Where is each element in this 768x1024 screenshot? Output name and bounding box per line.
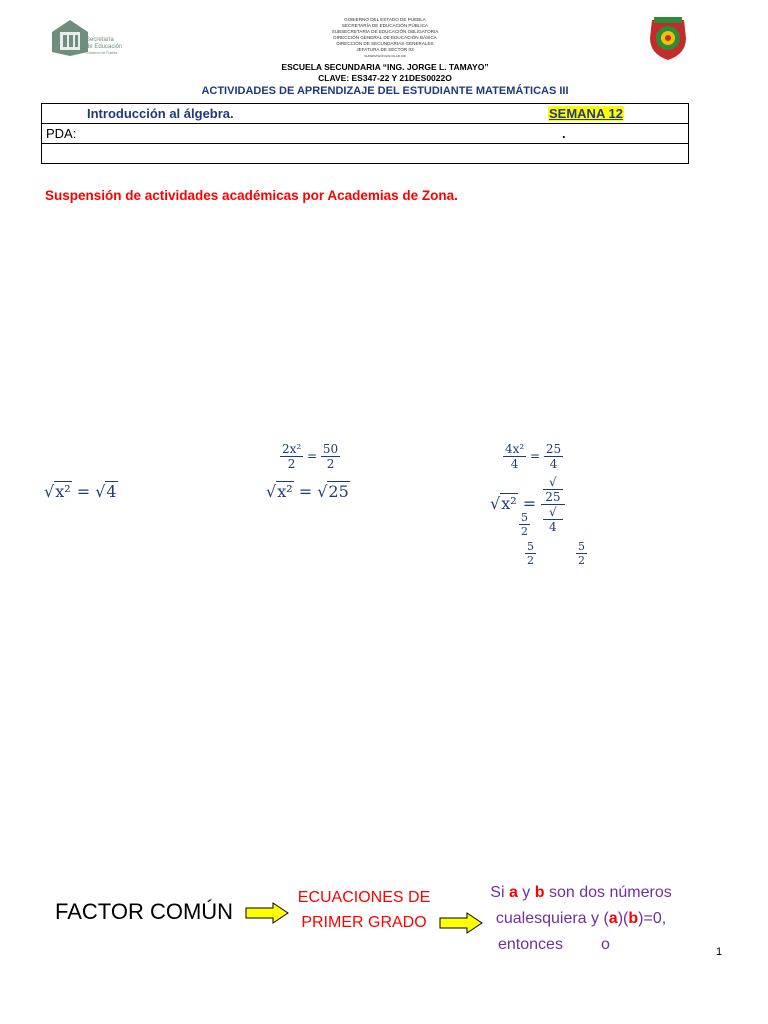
denominator: 2	[326, 457, 335, 471]
text: )(	[617, 910, 629, 927]
numerator: 50	[322, 442, 339, 456]
radicand: 25	[328, 482, 349, 501]
numerator: 5	[578, 540, 585, 553]
text: entonces	[498, 936, 563, 953]
text: Si	[490, 884, 509, 901]
pda-dot: .	[562, 126, 566, 141]
denominator: 2	[287, 457, 296, 471]
fraction-five-halves	[576, 540, 587, 567]
gov-line: GOBIERNO DEL ESTADO DE PUEBLA	[344, 17, 426, 22]
fraction	[576, 540, 587, 567]
gov-line: JEFATURA DE SECTOR 03	[356, 47, 414, 53]
ecuaciones-primer-grado	[290, 885, 438, 935]
denominator: 4	[549, 457, 558, 471]
ecu-line: ECUACIONES DE	[297, 889, 431, 906]
gov-line: SUBSECRETARÍA DE EDUCACIÓN OBLIGATORIA	[331, 29, 439, 35]
school-name: ESCUELA SECUNDARIA “ING. JORGE L. TAMAYO”	[281, 62, 489, 72]
fraction	[280, 442, 303, 471]
numerator: 25	[545, 442, 562, 456]
text: cualesquiera y (	[495, 910, 609, 927]
text: o	[600, 936, 610, 953]
gov-line: DIRECCIÓN DE SECUNDARIAS GENERALES	[336, 41, 434, 47]
numerator: 5	[527, 540, 534, 553]
topic-cell	[42, 104, 689, 124]
equation-sqrt-x2-eq-frac: √x² = √ 25 √ 4	[490, 475, 565, 534]
gov-line: DIRECCIÓN GENERAL DE EDUCACIÓN BÁSICA	[333, 35, 437, 41]
numerator: 4x²	[505, 442, 525, 456]
si-line-3	[470, 932, 692, 958]
activities-title: ACTIVIDADES DE APRENDIZAJE DEL ESTUDIANTE MATEMÁTICAS III	[201, 85, 569, 97]
denominator: 2	[521, 525, 528, 538]
secretaria-logo	[50, 18, 135, 62]
fraction	[541, 475, 564, 534]
factor-comun-label: FACTOR COMÚN	[55, 899, 234, 924]
info-table	[41, 103, 689, 164]
numerator: 2x²	[282, 442, 302, 456]
fraction	[321, 442, 340, 471]
table-row	[42, 104, 689, 124]
radicand: x²	[277, 482, 293, 501]
fraction	[519, 511, 530, 538]
var-a: a	[508, 884, 518, 901]
radicand: 25	[545, 490, 561, 504]
government-header	[270, 17, 500, 58]
table-row	[42, 124, 689, 144]
fraction-five-halves	[525, 540, 536, 567]
text: son dos números	[544, 884, 672, 901]
fraction-five-halves	[519, 511, 530, 538]
table-row	[42, 144, 689, 164]
equation-sqrt-x2-eq-sqrt4: √x² = √4	[44, 482, 117, 501]
var-b: b	[628, 910, 639, 927]
si-line-2	[470, 906, 692, 932]
crest-icon	[646, 16, 690, 62]
fraction	[503, 442, 526, 471]
si-line-1	[470, 880, 692, 906]
equation-2x2-over-2: $\frac{\text{2x²}}{2}$ = $\frac{50}{2}$	[282, 442, 339, 471]
zero-product-property	[470, 880, 692, 958]
fraction	[525, 540, 536, 567]
pda-label: PDA:	[46, 126, 77, 141]
text: )=0,	[638, 910, 667, 927]
school-clave: CLAVE: ES347-22 Y 21DES0022O	[318, 73, 452, 83]
radicand: x²	[55, 482, 71, 501]
numerator: 5	[521, 511, 528, 524]
logo-text-line: Gobierno de Puebla	[86, 51, 118, 55]
right-arrow-icon	[245, 902, 289, 924]
week-label: SEMANA 12	[549, 106, 623, 121]
var-a: a	[608, 910, 618, 927]
numerator: √ 25	[541, 475, 564, 505]
empty-cell	[42, 144, 689, 164]
denominator: 2	[527, 554, 534, 567]
denominator: √ 4	[541, 505, 564, 534]
page-number: 1	[716, 946, 723, 958]
ecu-line: PRIMER GRADO	[301, 914, 427, 931]
denominator: 4	[510, 457, 519, 471]
radicand: 4	[106, 482, 117, 501]
gov-line: SUPERVISIÓN ESCOLAR 018	[364, 53, 406, 58]
fraction	[544, 442, 563, 471]
var-b: b	[534, 884, 545, 901]
logo-text-line: Secretaría	[86, 37, 114, 43]
logo-text-line: de Educación	[86, 43, 123, 50]
topic-title: Introducción al álgebra.	[87, 106, 234, 121]
text: y	[517, 884, 535, 901]
equation-sqrt-x2-eq-sqrt25: √x² = √25	[266, 482, 349, 501]
gov-line: SECRETARÍA DE EDUCACIÓN PÚBLICA	[341, 23, 429, 29]
radicand: x²	[501, 494, 517, 513]
school-crest	[646, 16, 690, 62]
pda-cell	[42, 124, 689, 144]
suspension-notice: Suspensión de actividades académicas por Academias de Zona.	[45, 188, 458, 203]
denominator: 2	[578, 554, 585, 567]
equation-4x2-over-4: $\frac{\text{4x²}}{4}$ = $\frac{25}{4}$	[505, 442, 562, 471]
secretaria-emblem-icon	[50, 18, 90, 58]
radicand: 4	[543, 519, 562, 534]
